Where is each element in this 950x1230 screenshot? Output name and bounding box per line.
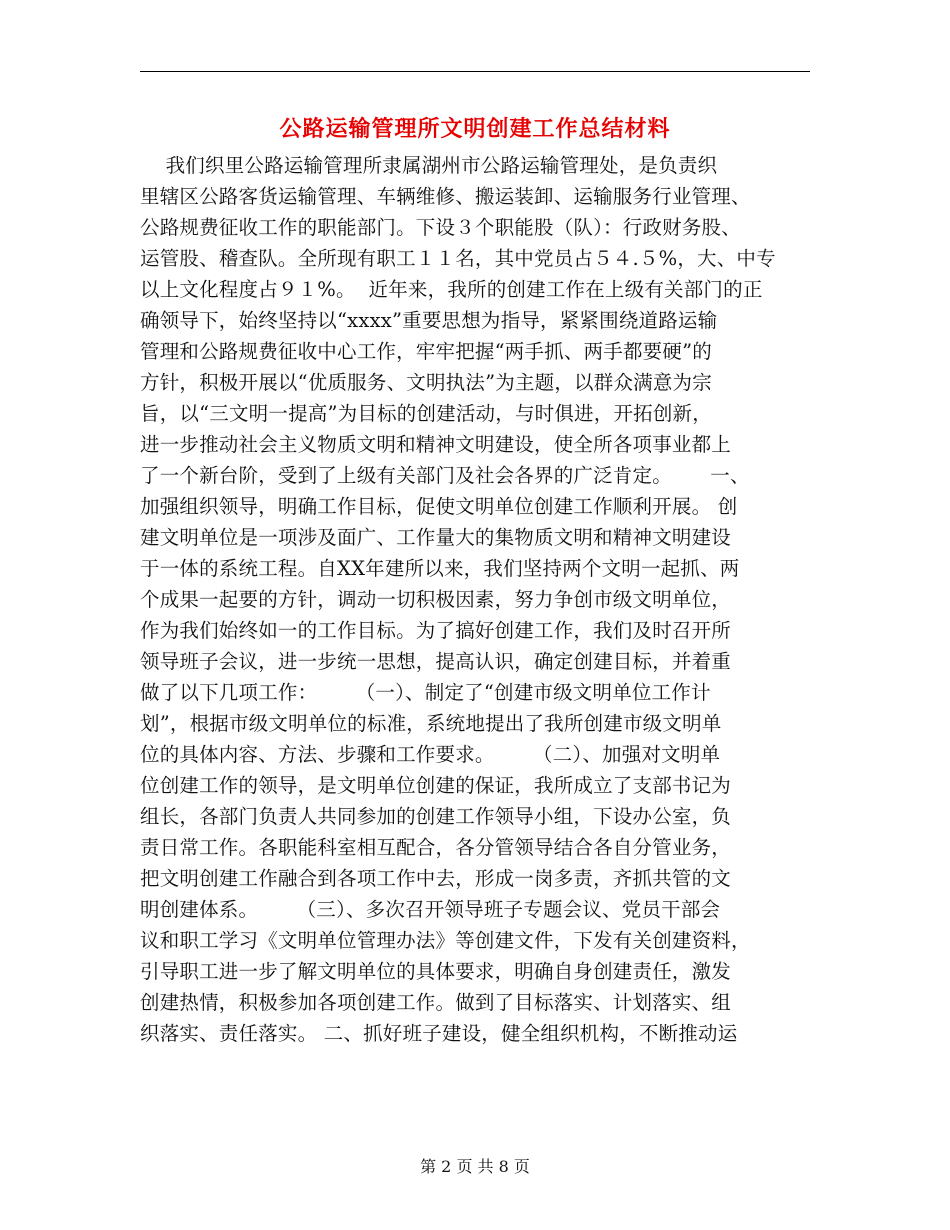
body-line: 责日常工作。各职能科室相互配合，各分管领导结合各自分管业务，: [140, 836, 732, 859]
body-line: 引导职工进一步了解文明单位的具体要求，明确自身创建责任，激发: [140, 960, 732, 983]
body-line: 以上文化程度占９１%。 近年来，我所的创建工作在上级有关部门的正: [140, 278, 763, 301]
body-line: 公路规费征收工作的职能部门。下设３个职能股（队）：行政财务股、: [140, 216, 741, 239]
body-line: 管理和公路规费征收中心工作，牢牢把握“两手抓、两手都要硬”的: [140, 340, 712, 363]
body-line: 划”，根据市级文明单位的标准，系统地提出了我所创建市级文明单: [140, 712, 722, 735]
body-line: 把文明创建工作融合到各项工作中去，形成一岗多责，齐抓共管的文: [140, 867, 732, 890]
body-line: 于一体的系统工程。自XX年建所以来，我们坚持两个文明一起抓、两: [140, 557, 740, 580]
body-line: 进一步推动社会主义物质文明和精神文明建设，使全所各项事业都上: [140, 433, 732, 456]
header-rule: [140, 71, 810, 72]
body-line: 明创建体系。 （三）、多次召开领导班子专题会议、党员干部会: [140, 898, 721, 921]
body-line: 我们织里公路运输管理所隶属湖州市公路运输管理处，是负责织: [140, 154, 718, 177]
document-title: 公路运输管理所文明创建工作总结材料: [279, 116, 671, 142]
body-line: 里辖区公路客货运输管理、车辆维修、搬运装卸、运输服务行业管理、: [140, 185, 751, 208]
document-body: [140, 150, 820, 1049]
body-line: 运管股、稽查队。全所现有职工１１名，其中党员占５４.５%，大、中专: [140, 247, 776, 270]
body-line: 位创建工作的领导，是文明单位创建的保证，我所成立了支部书记为: [140, 774, 732, 797]
body-line: 方针，积极开展以“优质服务、文明执法”为主题，以群众满意为宗: [140, 371, 712, 394]
body-line: 组长，各部门负责人共同参加的创建工作领导小组，下设办公室，负: [140, 805, 732, 828]
body-line: 织落实、责任落实。 二、抓好班子建设，健全组织机构，不断推动运: [140, 1022, 738, 1045]
body-line: 了一个新台阶，受到了上级有关部门及社会各界的广泛肯定。 一、: [140, 464, 750, 487]
body-line: 作为我们始终如一的工作目标。为了搞好创建工作，我们及时召开所: [140, 619, 732, 642]
body-line: 创建热情，积极参加各项创建工作。做到了目标落实、计划落实、组: [140, 991, 732, 1014]
body-line: 加强组织领导，明确工作目标，促使文明单位创建工作顺利开展。 创: [140, 495, 738, 518]
body-line: 领导班子会议，进一步统一思想，提高认识，确定创建目标，并着重: [140, 650, 732, 673]
page-number-footer: 第 2 页 共 8 页: [420, 1157, 530, 1176]
body-line: 做了以下几项工作： （一）、制定了“创建市级文明单位工作计: [140, 681, 711, 704]
body-line: 议和职工学习《文明单位管理办法》等创建文件，下发有关创建资料，: [140, 929, 751, 952]
body-line: 位的具体内容、方法、步骤和工作要求。 （二）、加强对文明单: [140, 743, 721, 766]
body-line: 建文明单位是一项涉及面广、工作量大的集物质文明和精神文明建设: [140, 526, 732, 549]
body-line: 旨，以“三文明一提高”为目标的创建活动，与时俱进，开拓创新，: [140, 402, 712, 425]
body-line: 个成果一起要的方针，调动一切积极因素，努力争创市级文明单位，: [140, 588, 732, 611]
body-line: 确领导下，始终坚持以“xxxx”重要思想为指导，紧紧围绕道路运输: [140, 309, 718, 332]
